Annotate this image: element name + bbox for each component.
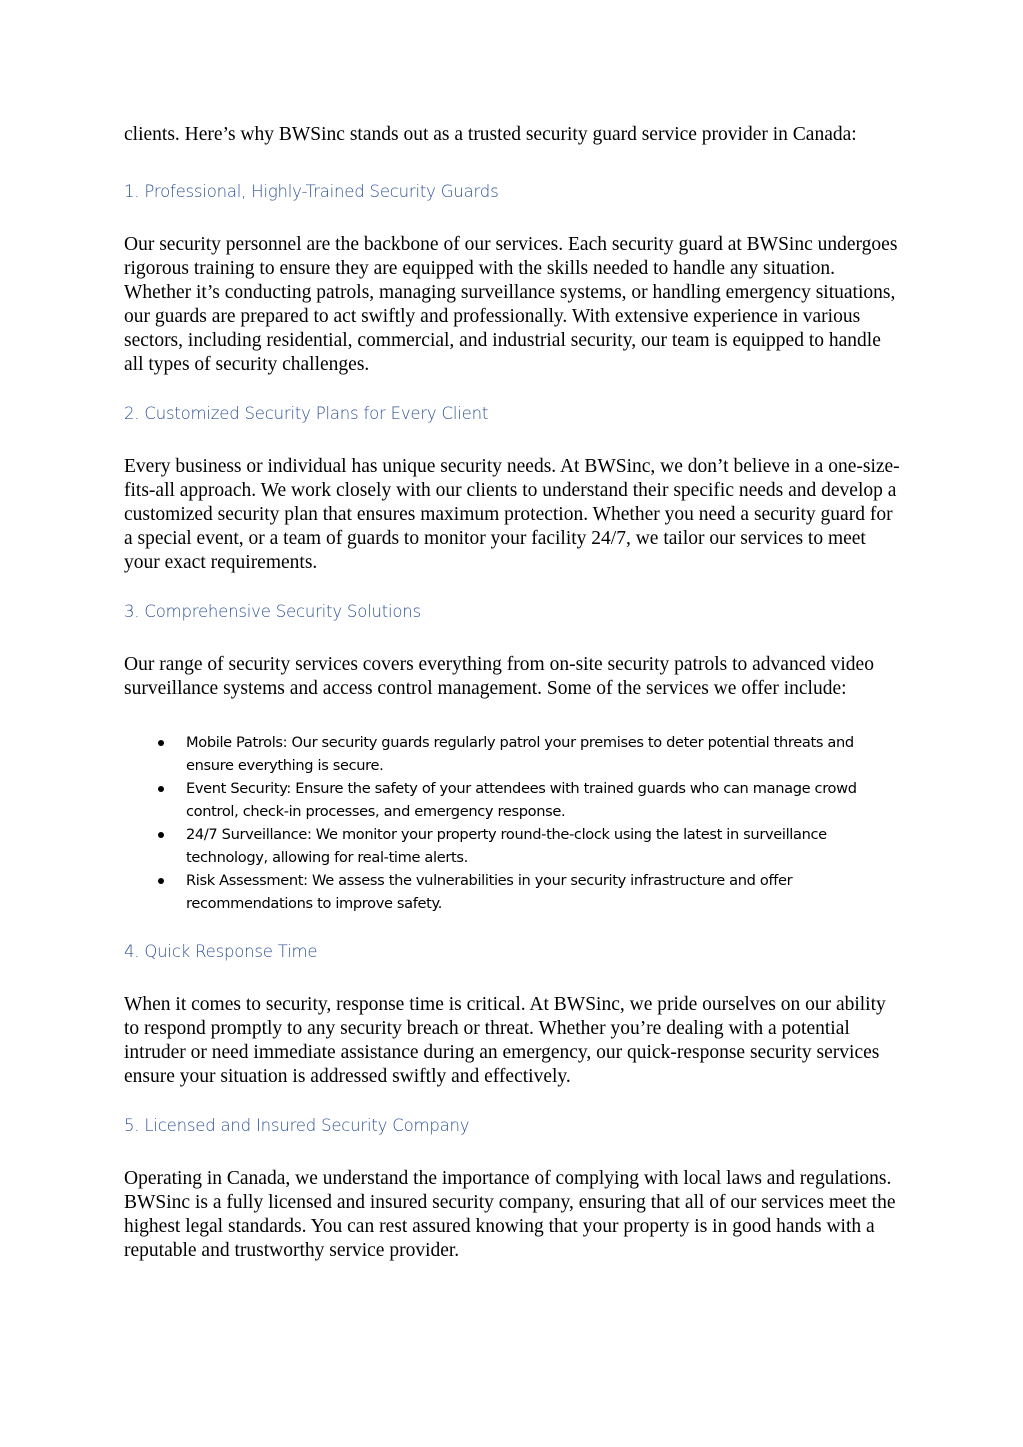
list-item-text: Risk Assessment: We assess the vulnerabilities in your security infrastructure and offer recommendations to improve safety. bbox=[186, 872, 793, 912]
bullet-icon bbox=[158, 786, 164, 792]
section-2-heading: 2. Customized Security Plans for Every Client bbox=[124, 404, 489, 423]
section-4-paragraph: When it comes to security, response time is critical. At BWSinc, we pride ourselves on our ability to respond promptly to any security breach or threat. Whether you’re dealing with a potential intruder or need immediate assistance during an emergency, our quick-response security services ensure your situation is addressed swiftly and effectively. bbox=[124, 994, 886, 1087]
list-item-text: 24/7 Surveillance: We monitor your property round-the-clock using the latest in surveillance technology, allowing for real-time alerts. bbox=[186, 826, 827, 866]
section-3-paragraph: Our range of security services covers everything from on-site security patrols to advanced video surveillance systems and access control management. Some of the services we offer include: bbox=[124, 654, 874, 699]
bullet-icon bbox=[158, 878, 164, 884]
section-1-paragraph: Our security personnel are the backbone of our services. Each security guard at BWSinc undergoes rigorous training to ensure they are equipped with the skills needed to handle any situation. Whether it’s conducting patrols, managing surveillance systems, or handling emergency situations, our guards are prepared to act swiftly and professionally. With extensive experience in various sectors, including residential, commercial, and industrial security, our team is equipped to handle all types of security challenges. bbox=[124, 234, 898, 375]
list-item-text: Event Security: Ensure the safety of your attendees with trained guards who can manage crowd control, check-in processes, and emergency response. bbox=[186, 780, 857, 820]
list-item bbox=[186, 777, 904, 823]
section-5-paragraph: Operating in Canada, we understand the importance of complying with local laws and regulations. BWSinc is a fully licensed and insured security company, ensuring that all of our services meet the highest legal standards. You can rest assured knowing that your property is in good hands with a reputable and trustworthy service provider. bbox=[124, 1168, 896, 1261]
document-page bbox=[124, 123, 904, 1263]
intro-paragraph: clients. Here’s why BWSinc stands out as a trusted security guard service provider in Canada: bbox=[124, 124, 857, 145]
section-3-heading: 3. Comprehensive Security Solutions bbox=[124, 602, 421, 621]
list-item bbox=[186, 823, 904, 869]
list-item bbox=[186, 731, 904, 777]
services-list bbox=[124, 731, 904, 915]
list-item-text: Mobile Patrols: Our security guards regularly patrol your premises to deter potential threats and ensure everything is secure. bbox=[186, 734, 854, 774]
section-5-heading: 5. Licensed and Insured Security Company bbox=[124, 1116, 470, 1135]
bullet-icon bbox=[158, 832, 164, 838]
section-1-heading: 1. Professional, Highly-Trained Security Guards bbox=[124, 182, 499, 201]
bullet-icon bbox=[158, 740, 164, 746]
section-2-paragraph: Every business or individual has unique security needs. At BWSinc, we don’t believe in a one-size-fits-all approach. We work closely with our clients to understand their specific needs and develop a customized security plan that ensures maximum protection. Whether you need a security guard for a special event, or a team of guards to monitor your facility 24/7, we tailor our services to meet your exact requirements. bbox=[124, 456, 900, 573]
section-4-heading: 4. Quick Response Time bbox=[124, 942, 318, 961]
list-item bbox=[186, 869, 904, 915]
